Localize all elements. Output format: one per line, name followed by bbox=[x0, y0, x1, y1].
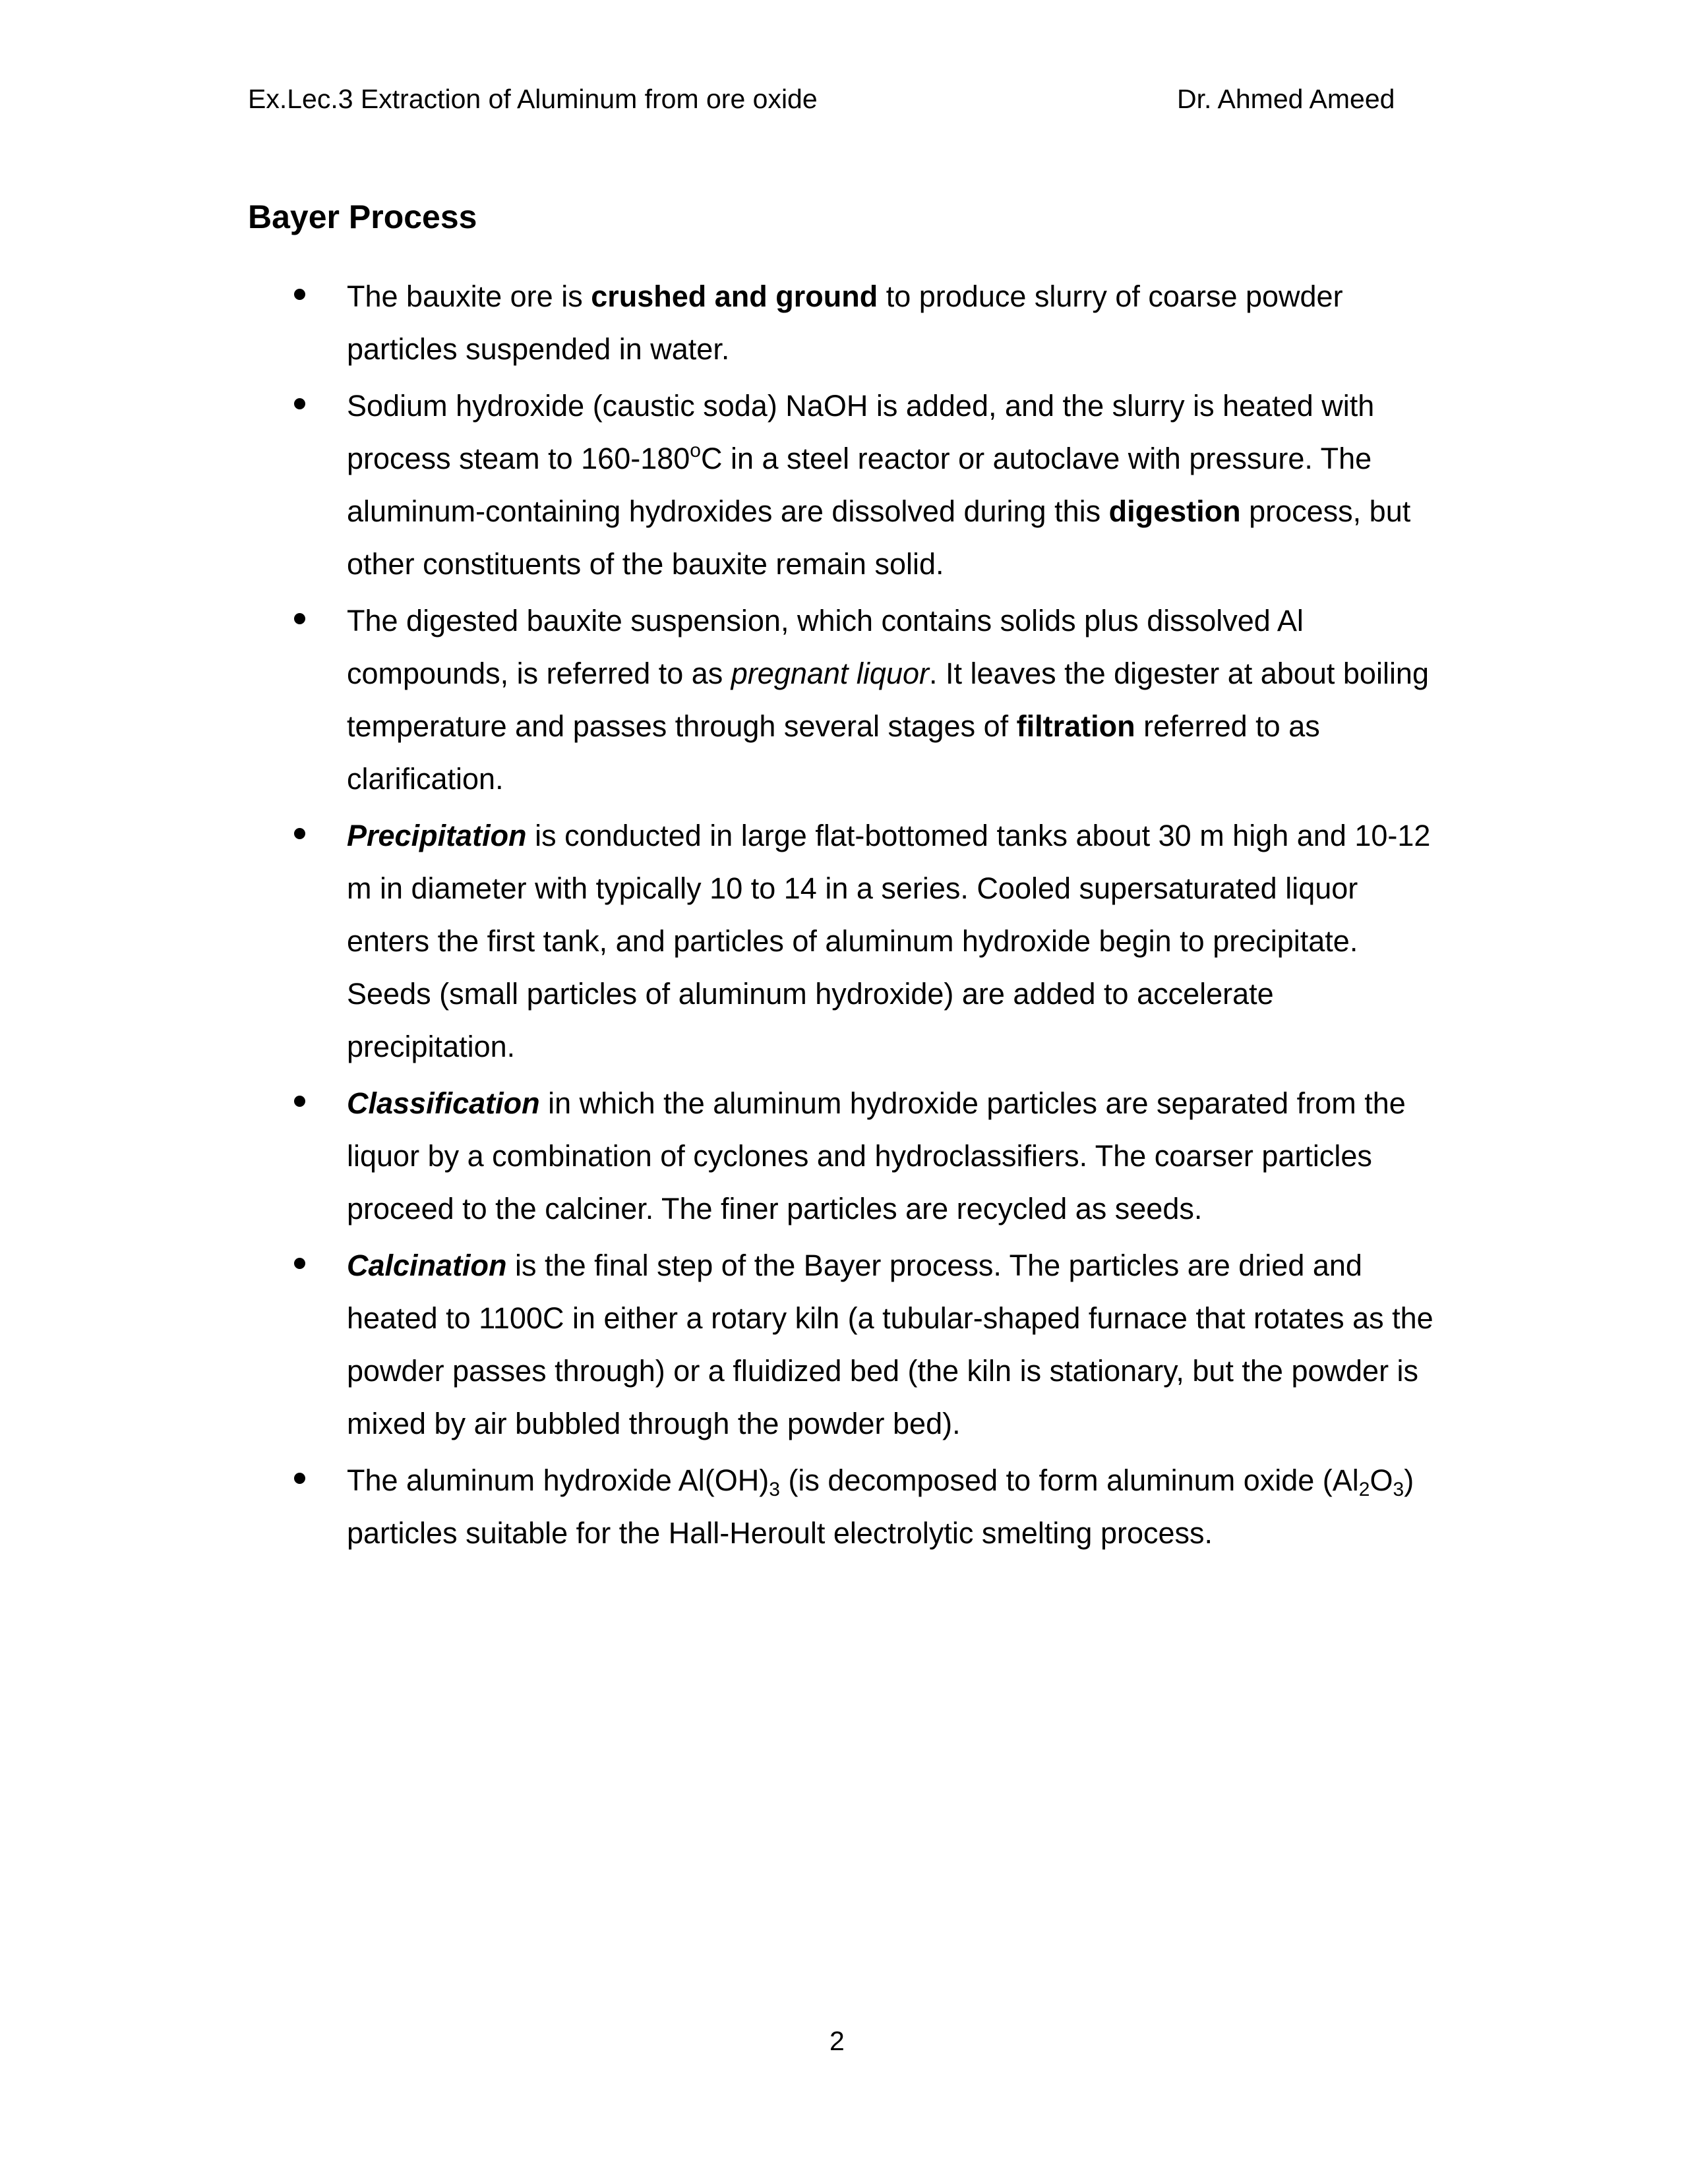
text-run: The bauxite ore is bbox=[347, 280, 591, 313]
text-run: process, but other constituents of the bauxite remain solid. bbox=[347, 494, 1411, 581]
bullet-text bbox=[347, 595, 1444, 806]
bullet-item-calcination bbox=[284, 1239, 1444, 1450]
bullet-text bbox=[347, 1454, 1444, 1560]
italic-term: pregnant liquor bbox=[731, 657, 929, 690]
bullet-icon bbox=[294, 398, 305, 409]
text-run: to produce slurry of coarse powder particles suspended in water. bbox=[347, 280, 1343, 366]
bullet-text bbox=[347, 1077, 1444, 1235]
bullet-icon bbox=[294, 289, 305, 300]
bold-term: filtration bbox=[1016, 709, 1135, 743]
bold-term: crushed and ground bbox=[591, 280, 878, 313]
section-title: Bayer Process bbox=[248, 198, 477, 235]
bold-italic-term: Calcination bbox=[347, 1249, 507, 1282]
subscript: 2 bbox=[1358, 1479, 1370, 1500]
header-author: Dr. Ahmed Ameed bbox=[1177, 84, 1395, 114]
bullet-item-classification bbox=[284, 1077, 1444, 1235]
subscript: 3 bbox=[1393, 1479, 1404, 1500]
text-run: The digested bauxite suspension, which contains solids plus dissolved Al compounds, is referred to as bbox=[347, 604, 1304, 690]
bullet-text bbox=[347, 1239, 1444, 1450]
text-run: Sodium hydroxide (caustic soda) NaOH is added, and the slurry is heated with process steam to 160-180 bbox=[347, 389, 1375, 475]
bold-term: digestion bbox=[1108, 494, 1241, 528]
bullet-item-digestion bbox=[284, 380, 1444, 591]
page-number: 2 bbox=[829, 2026, 845, 2056]
bullet-item-crushing bbox=[284, 270, 1444, 376]
text-run: referred to as clarification. bbox=[347, 709, 1320, 796]
bullet-list bbox=[284, 270, 1444, 1564]
text-run: The aluminum hydroxide Al(OH) bbox=[347, 1463, 769, 1497]
text-run: O bbox=[1370, 1463, 1393, 1497]
bullet-item-clarification bbox=[284, 595, 1444, 806]
bullet-icon bbox=[294, 1258, 305, 1269]
bullet-item-decomposition bbox=[284, 1454, 1444, 1560]
superscript-degree: o bbox=[690, 440, 701, 461]
bullet-icon bbox=[294, 1473, 305, 1484]
text-run: is conducted in large flat-bottomed tanks about 30 m high and 10-12 m in diameter with typically 10 to 14 in a series. Cooled supersaturated liquor enters the first tank, and particles of aluminum hydroxide begin to precipitate. Seeds (small particles of aluminum hydroxide) are added to accelerate precipitation. bbox=[347, 819, 1431, 1063]
bullet-item-precipitation bbox=[284, 810, 1444, 1073]
bullet-icon bbox=[294, 1096, 305, 1107]
text-run: . It leaves the digester at about boiling temperature and passes through several stages of bbox=[347, 657, 1429, 743]
text-run: in which the aluminum hydroxide particles are separated from the liquor by a combination of cyclones and hydroclassifiers. The coarser particles proceed to the calciner. The finer particles are recycled as seeds. bbox=[347, 1086, 1406, 1225]
header-lecture-title: Ex.Lec.3 Extraction of Aluminum from ore oxide bbox=[248, 84, 818, 114]
text-run: C in a steel reactor or autoclave with pressure. The aluminum-containing hydroxides are dissolved during this bbox=[347, 442, 1372, 528]
text-run: is the final step of the Bayer process. The particles are dried and heated to 1100C in either a rotary kiln (a tubular-shaped furnace that rotates as the powder passes through) or a fluidized bed (the kiln is stationary, but the powder is mixed by air bubbled through the powder bed). bbox=[347, 1249, 1433, 1440]
text-run: (is decomposed to form aluminum oxide (Al bbox=[779, 1463, 1359, 1497]
bullet-icon bbox=[294, 828, 305, 839]
bullet-text bbox=[347, 380, 1444, 591]
text-run: ) particles suitable for the Hall-Heroult electrolytic smelting process. bbox=[347, 1463, 1414, 1550]
bullet-icon bbox=[294, 613, 305, 624]
bullet-text bbox=[347, 810, 1444, 1073]
bullet-text bbox=[347, 270, 1444, 376]
bold-italic-term: Classification bbox=[347, 1086, 540, 1120]
subscript: 3 bbox=[769, 1479, 780, 1500]
bold-italic-term: Precipitation bbox=[347, 819, 527, 852]
